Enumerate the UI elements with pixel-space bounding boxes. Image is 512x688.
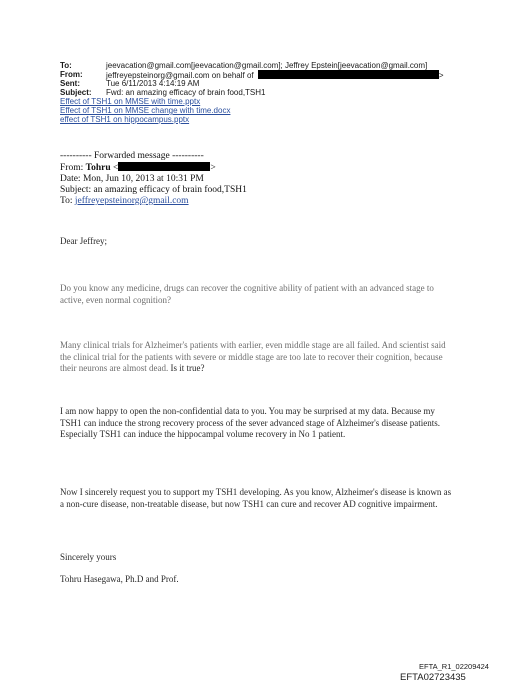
header-subject-row (60, 88, 480, 97)
forwarded-to-email[interactable]: jeffreyepsteinorg@gmail.com (74, 196, 189, 206)
header-from-row (60, 70, 480, 79)
to-value: jeevacation@gmail.com[jeevacation@gmail.com]; Jeffrey Epstein[jeevacation@gmail.com] (106, 61, 428, 70)
attachment-link[interactable]: Effect of TSH1 on MMSE change with time.docx (60, 106, 231, 115)
sent-value: Tue 6/11/2013 4:14:19 AM (106, 79, 200, 88)
attachment-list (60, 97, 230, 124)
footer-stamp-large: EFTA02723435 (400, 672, 466, 683)
redaction-box (258, 70, 439, 79)
attachment-link[interactable]: effect of TSH1 on hippocampus.pptx (60, 115, 190, 124)
paragraph-2-text: Many clinical trials for Alzheimer's patients with earlier, even middle stage are all failed. And scientist said the clinical trial for the patients with severe or middle stage are too late to recover their cognition, because their neurons are almost dead. (60, 340, 446, 373)
subject-value: Fwd: an amazing efficacy of brain food,TSH1 (106, 88, 266, 97)
forwarded-subject: Subject: an amazing efficacy of brain food,TSH1 (60, 185, 247, 195)
body-paragraph-3: I am now happy to open the non-confidential data to you. You may be surprised at my data. Because my TSH1 can induce the strong recovery process of the sever advanced stage of Alzheimer's disease patients. Especially TSH1 can induce the hippocampal volume recovery in No 1 patient. (60, 406, 440, 439)
forwarded-header (60, 151, 247, 207)
greeting: Dear Jeffrey; (60, 236, 108, 246)
body-paragraph-2 (60, 340, 452, 375)
forwarded-from-row (60, 162, 247, 174)
header-to-row (60, 61, 480, 70)
forwarded-from-name: Tohru (85, 163, 111, 173)
header-sent-row (60, 79, 480, 88)
body-paragraph-4: Now I sincerely request you to support my TSH1 developing. As you know, Alzheimer's disease is known as a non-cure disease, non-treatable disease, but now TSH1 can cure and recover AD cognitive impairment. (60, 487, 452, 509)
paragraph-2-question: Is it true? (170, 363, 205, 373)
email-header (60, 61, 480, 101)
attachment-link[interactable]: Effect of TSH1 on MMSE with time.pptx (60, 97, 201, 106)
signature: Tohru Hasegawa, Ph.D and Prof. (60, 574, 179, 584)
from-label: From: (60, 70, 83, 79)
from-tail: > (438, 71, 444, 80)
sent-label: Sent: (60, 79, 80, 88)
forwarded-from-label: From: (60, 163, 84, 173)
closing: Sincerely yours (60, 552, 117, 562)
forwarded-from-close: > (210, 163, 216, 173)
to-label: To: (60, 61, 72, 70)
forwarded-date: Date: Mon, Jun 10, 2013 at 10:31 PM (60, 174, 204, 184)
subject-label: Subject: (60, 88, 92, 97)
footer-stamp-small: EFTA_R1_02209424 (419, 662, 489, 671)
forwarded-to-row (60, 196, 247, 207)
redaction-box (118, 162, 210, 171)
forwarded-divider: ---------- Forwarded message ---------- (60, 151, 204, 161)
forwarded-from-open: < (112, 163, 119, 173)
body-paragraph-1: Do you know any medicine, drugs can recover the cognitive ability of patient with an advanced stage to active, even normal cognition? (60, 283, 434, 305)
forwarded-to-label: To: (60, 196, 73, 206)
from-value: jeffreyepsteinorg@gmail.com on behalf of (106, 71, 254, 80)
